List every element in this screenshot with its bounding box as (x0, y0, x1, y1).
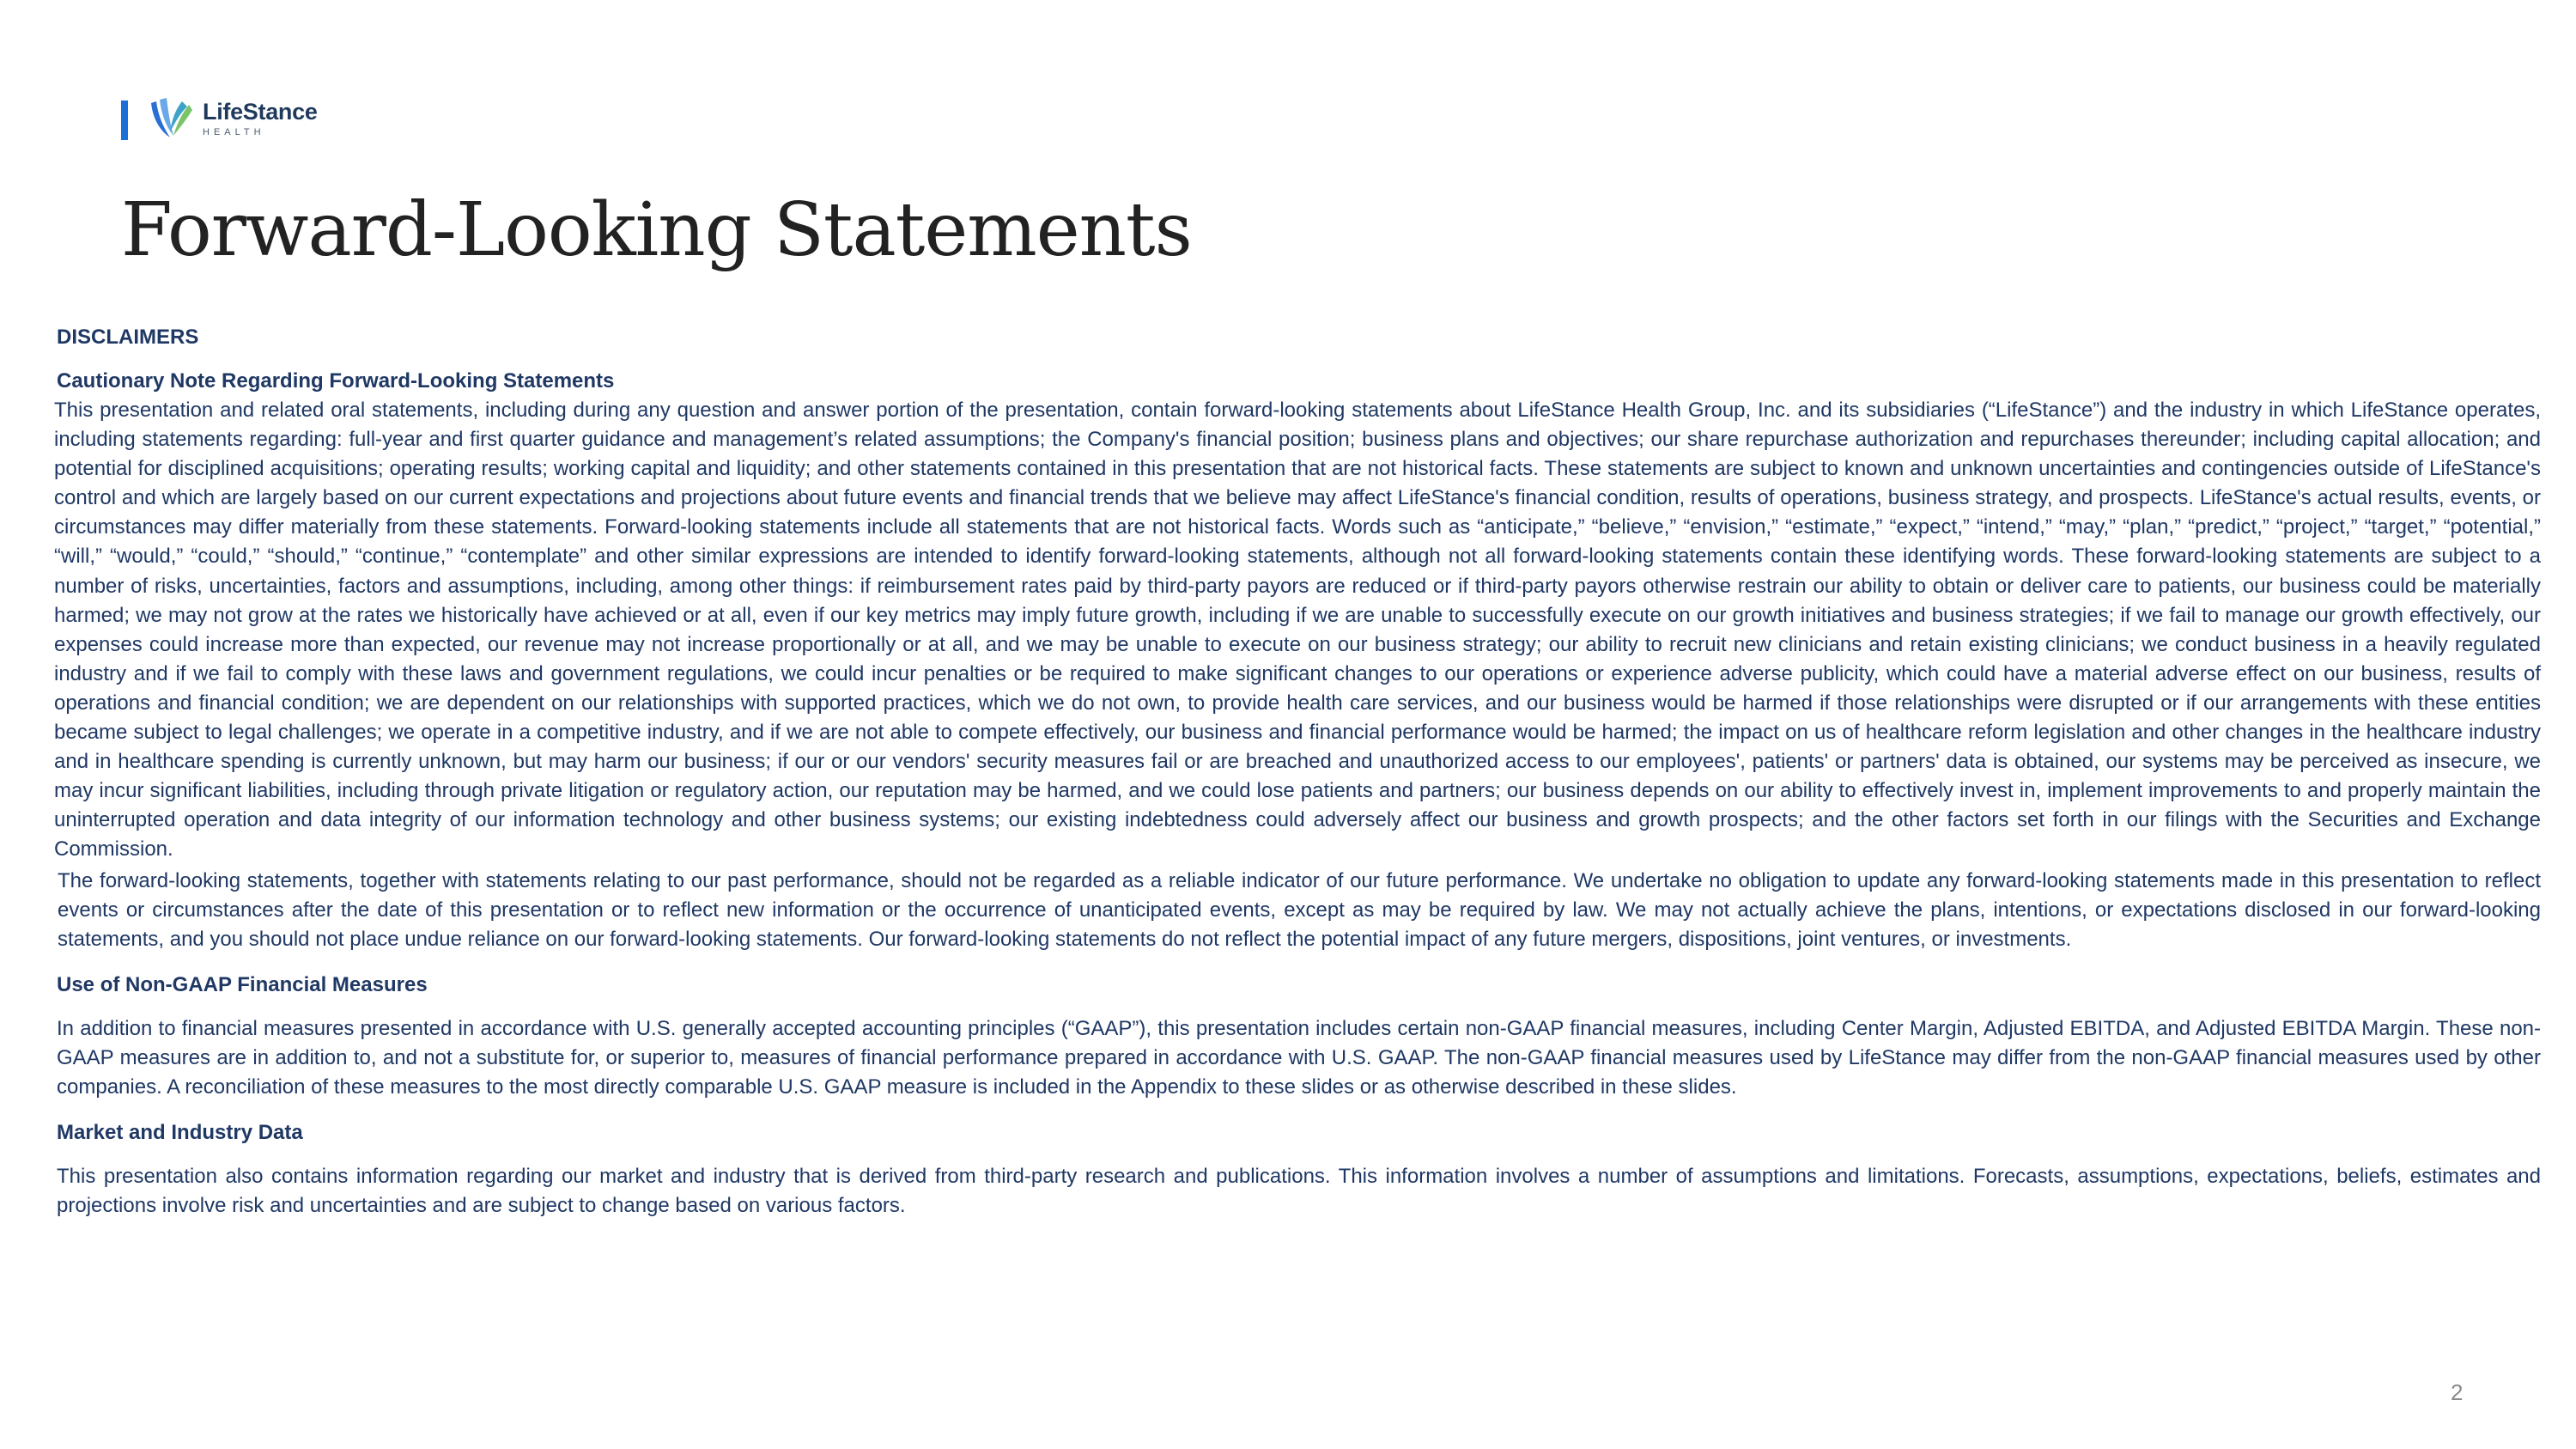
logo-subtitle: HEALTH (203, 126, 265, 137)
cautionary-note-heading: Cautionary Note Regarding Forward-Looking Statements (57, 369, 615, 393)
non-gaap-heading: Use of Non-GAAP Financial Measures (57, 972, 428, 996)
company-logo (144, 94, 318, 143)
header-accent-bar (121, 100, 128, 140)
disclaimer-content (54, 323, 2541, 1237)
non-gaap-paragraph: In addition to financial measures presented in accordance with U.S. generally accepted accounting principles (“GAAP”), this presentation includes certain non-GAAP financial measures, including Center Margin, Adjusted EBITDA, and Adjusted EBITDA Margin. These non-GAAP measures are in addition to, and not a substitute for, or superior to, measures of financial performance prepared in accordance with U.S. GAAP. The non-GAAP financial measures used by LifeStance may differ from the non-GAAP financial measures used by other companies. A reconciliation of these measures to the most directly comparable U.S. GAAP measure is included in the Appendix to these slides or as otherwise described in these slides. (57, 1016, 2541, 1099)
market-data-paragraph: This presentation also contains information regarding our market and industry that is derived from third-party research and publications. This information involves a number of assumptions and limitations. Forecasts, assumptions, expectations, beliefs, estimates and projections involve risk and uncertainties and are subject to change based on various factors. (57, 1165, 2541, 1218)
forward-looking-obligation-paragraph: The forward-looking statements, together with statements relating to our past performance, should not be regarded as a reliable indicator of our future performance. We undertake no obligation to update any forward-looking statements made in this presentation to reflect events or circumstances after the date of this presentation or to reflect new information or the occurrence of unanticipated events, except as may be required by law. We may not actually achieve the plans, intentions, or expectations disclosed in our forward-looking statements, and you should not place undue reliance on our forward-looking statements. Our forward-looking statements do not reflect the potential impact of any future mergers, dispositions, joint ventures, or investments. (58, 868, 2541, 951)
page-title: Forward-Looking Statements (121, 187, 1192, 273)
logo-wordmark: LifeStance (203, 98, 318, 125)
lifestance-leaf-icon (144, 94, 196, 143)
page-number: 2 (2451, 1379, 2464, 1405)
market-data-heading: Market and Industry Data (57, 1121, 303, 1145)
disclaimers-heading: DISCLAIMERS (57, 326, 199, 349)
cautionary-note-paragraph: This presentation and related oral statements, including during any question and answer portion of the presentation, contain forward-looking statements about LifeStance Health Group, Inc. and its subsidiaries (“LifeStance”) and the industry in which LifeStance operates, including statements regarding: full-year and first quarter guidance and management’s related assumptions; the Company's financial position; business plans and objectives; our share repurchase authorization and repurchases thereunder; including capital allocation; and potential for disciplined acquisitions; operating results; working capital and liquidity; and other statements contained in this presentation that are not historical facts. These statements are subject to known and unknown uncertainties and contingencies outside of LifeStance's control and which are largely based on our current expectations and projections about future events and financial trends that we believe may affect LifeStance's financial condition, results of operations, business strategy, and prospects. LifeStance's actual results, events, or circumstances may differ materially from these statements. Forward-looking statements include all statements that are not historical facts. Words such as “anticipate,” “believe,” “envision,” “estimate,” “expect,” “intend,” “may,” “plan,” “predict,” “project,” “target,” “potential,” “will,” “would,” “could,” “should,” “continue,” “contemplate” and other similar expressions are intended to identify forward-looking statements, although not all forward-looking statements contain these identifying words. These forward-looking statements are subject to a number of risks, uncertainties, factors and assumptions, including, among other things: if reimbursement rates paid by third-party payors are reduced or if third-party payors otherwise restrain our ability to obtain or deliver care to patients, our business could be materially harmed; we may not grow at the rates we historically have achieved or at all, even if our key metrics may imply future growth, including if we are unable to successfully execute on our growth initiatives and business strategies; if we fail to manage our growth effectively, our expenses could increase more than expected, our revenue may not increase proportionally or at all, and we may be unable to execute on our business strategy; our ability to recruit new clinicians and retain existing clinicians; we conduct business in a heavily regulated industry and if we fail to comply with these laws and government regulations, we could incur penalties or be required to make significant changes to our operations or experience adverse publicity, which could have a material adverse effect on our business, results of operations and financial condition; we are dependent on our relationships with supported practices, which we do not own, to provide health care services, and our business would be harmed if those relationships were disrupted or if our arrangements with these entities became subject to legal challenges; we operate in a competitive industry, and if we are not able to compete effectively, our business and financial performance would be harmed; the impact on us of healthcare reform legislation and other changes in the healthcare industry and in healthcare spending is currently unknown, but may harm our business; if our or our vendors' security measures fail or are breached and unauthorized access to our employees', patients' or partners' data is obtained, our systems may be perceived as insecure, we may incur significant liabilities, including through private litigation or regulatory action, our reputation may be harmed, and we could lose patients and partners; our business depends on our ability to effectively invest in, implement improvements to and properly maintain the uninterrupted operation and data integrity of our information technology and other business systems; our existing indebtedness could adversely affect our business and growth prospects; and the other factors set forth in our filings with the Securities and Exchange Commission. (54, 399, 2541, 861)
